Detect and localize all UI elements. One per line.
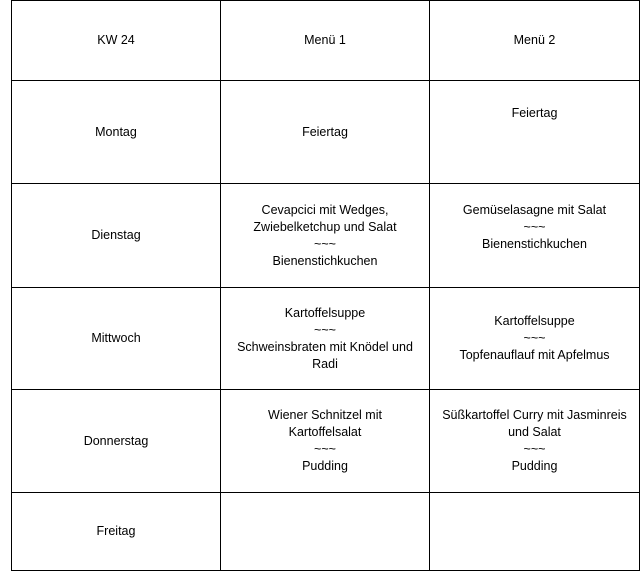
table-row [12,184,640,288]
menu-1-cell: Cevapcici mit Wedges, Zwiebelketchup und Salat ~~~ Bienenstichkuchen [221,184,430,288]
menu-1-cell: Feiertag [221,81,430,184]
menu-2-cell: Feiertag [430,81,640,184]
day-cell: Montag [12,81,221,184]
table-row [12,390,640,493]
weekly-menu-table [11,0,640,571]
menu-2-cell: Süßkartoffel Curry mit Jasminreis und Salat ~~~ Pudding [430,390,640,493]
day-cell: Donnerstag [12,390,221,493]
menu-2-cell: Gemüselasagne mit Salat ~~~ Bienenstichkuchen [430,184,640,288]
table-row [12,288,640,390]
header-menu-1: Menü 1 [221,1,430,81]
menu-1-cell: Kartoffelsuppe ~~~ Schweinsbraten mit Knödel und Radi [221,288,430,390]
day-cell: Freitag [12,493,221,571]
header-row [12,1,640,81]
day-cell: Mittwoch [12,288,221,390]
menu-2-cell: Kartoffelsuppe ~~~ Topfenauflauf mit Apfelmus [430,288,640,390]
table-row [12,493,640,571]
day-cell: Dienstag [12,184,221,288]
header-week: KW 24 [12,1,221,81]
table-row [12,81,640,184]
header-menu-2: Menü 2 [430,1,640,81]
menu-1-cell [221,493,430,571]
menu-1-cell: Wiener Schnitzel mit Kartoffelsalat ~~~ Pudding [221,390,430,493]
menu-2-cell [430,493,640,571]
